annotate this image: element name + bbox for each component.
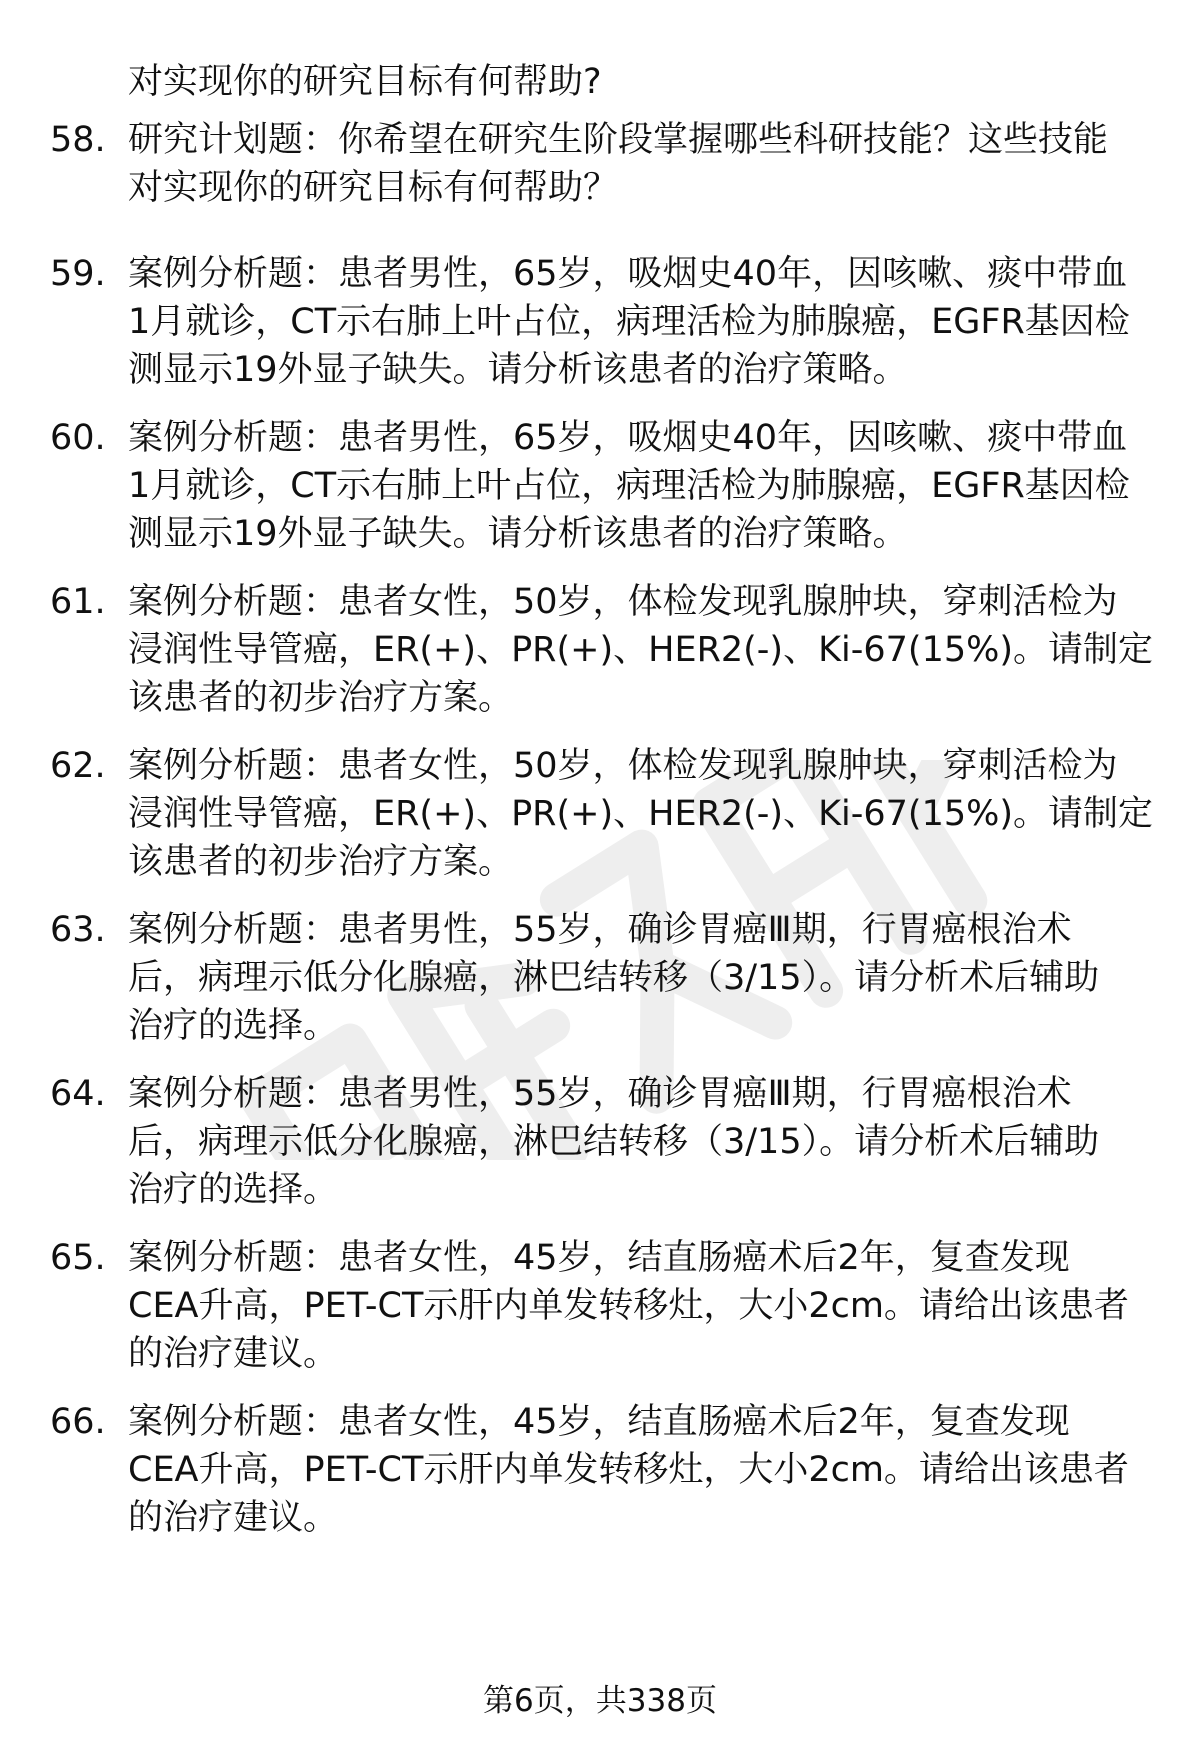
page-footer: 第6页，共338页: [483, 1683, 717, 1719]
question-line: 后，病理示低分化腺癌，淋巴结转移（3/15）。请分析术后辅助: [128, 1122, 1100, 1162]
question-line: 案例分析题：患者女性，45岁，结直肠癌术后2年，复查发现: [128, 1238, 1070, 1278]
question-line: 对实现你的研究目标有何帮助？: [128, 168, 619, 208]
question-line: 后，病理示低分化腺癌，淋巴结转移（3/15）。请分析术后辅助: [128, 958, 1100, 998]
question-number: 66.: [50, 1402, 106, 1442]
question-line: CEA升高，PET-CT示肝内单发转移灶，大小2cm。请给出该患者: [128, 1286, 1129, 1326]
question-text: [128, 578, 1168, 722]
question-line: 的治疗建议。: [128, 1334, 339, 1374]
question-line: 浸润性导管癌，ER(+)、PR(+)、HER2(-)、Ki-67(15%)。请制定: [128, 794, 1154, 834]
question-text: [128, 414, 1168, 558]
question-line: 1月就诊，CT示右肺上叶占位，病理活检为肺腺癌，EGFR基因检: [128, 466, 1130, 506]
question-line: 治疗的选择。: [128, 1006, 339, 1046]
question-line: 该患者的初步治疗方案。: [128, 678, 514, 718]
question-line: 测显示19外显子缺失。请分析该患者的治疗策略。: [128, 350, 908, 390]
question-line: 的治疗建议。: [128, 1498, 339, 1538]
question-line: CEA升高，PET-CT示肝内单发转移灶，大小2cm。请给出该患者: [128, 1450, 1129, 1490]
question-number: 62.: [50, 746, 106, 786]
question-line: 案例分析题：患者男性，65岁，吸烟史40年，因咳嗽、痰中带血: [128, 254, 1128, 294]
question-line: 案例分析题：患者女性，50岁，体检发现乳腺肿块，穿刺活检为: [128, 582, 1118, 622]
question-number: 59.: [50, 254, 106, 294]
question-number: 58.: [50, 120, 106, 160]
question-line: 浸润性导管癌，ER(+)、PR(+)、HER2(-)、Ki-67(15%)。请制定: [128, 630, 1154, 670]
question-text: [128, 250, 1168, 394]
question-line: 案例分析题：患者女性，50岁，体检发现乳腺肿块，穿刺活检为: [128, 746, 1118, 786]
question-line: 案例分析题：患者男性，65岁，吸烟史40年，因咳嗽、痰中带血: [128, 418, 1128, 458]
question-text: [128, 906, 1168, 1050]
question-number: 64.: [50, 1074, 106, 1114]
question-text: [128, 1398, 1168, 1542]
question-line: 该患者的初步治疗方案。: [128, 842, 514, 882]
question-number: 60.: [50, 418, 106, 458]
question-line: 治疗的选择。: [128, 1170, 339, 1210]
question-text: [128, 742, 1168, 886]
question-line: 1月就诊，CT示右肺上叶占位，病理活检为肺腺癌，EGFR基因检: [128, 302, 1130, 342]
question-line: 测显示19外显子缺失。请分析该患者的治疗策略。: [128, 514, 908, 554]
question-text: [128, 116, 1168, 212]
question-text: [128, 1234, 1168, 1378]
question-number: 63.: [50, 910, 106, 950]
question-text: [128, 1070, 1168, 1214]
question-line: 案例分析题：患者男性，55岁，确诊胃癌Ⅲ期，行胃癌根治术: [128, 910, 1072, 950]
question-line: 研究计划题：你希望在研究生阶段掌握哪些科研技能？这些技能: [128, 120, 1109, 160]
question-line: 案例分析题：患者男性，55岁，确诊胃癌Ⅲ期，行胃癌根治术: [128, 1074, 1072, 1114]
question-line: 案例分析题：患者女性，45岁，结直肠癌术后2年，复查发现: [128, 1402, 1070, 1442]
continued-question-text: 对实现你的研究目标有何帮助?: [128, 62, 602, 102]
question-number: 65.: [50, 1238, 106, 1278]
question-number: 61.: [50, 582, 106, 622]
